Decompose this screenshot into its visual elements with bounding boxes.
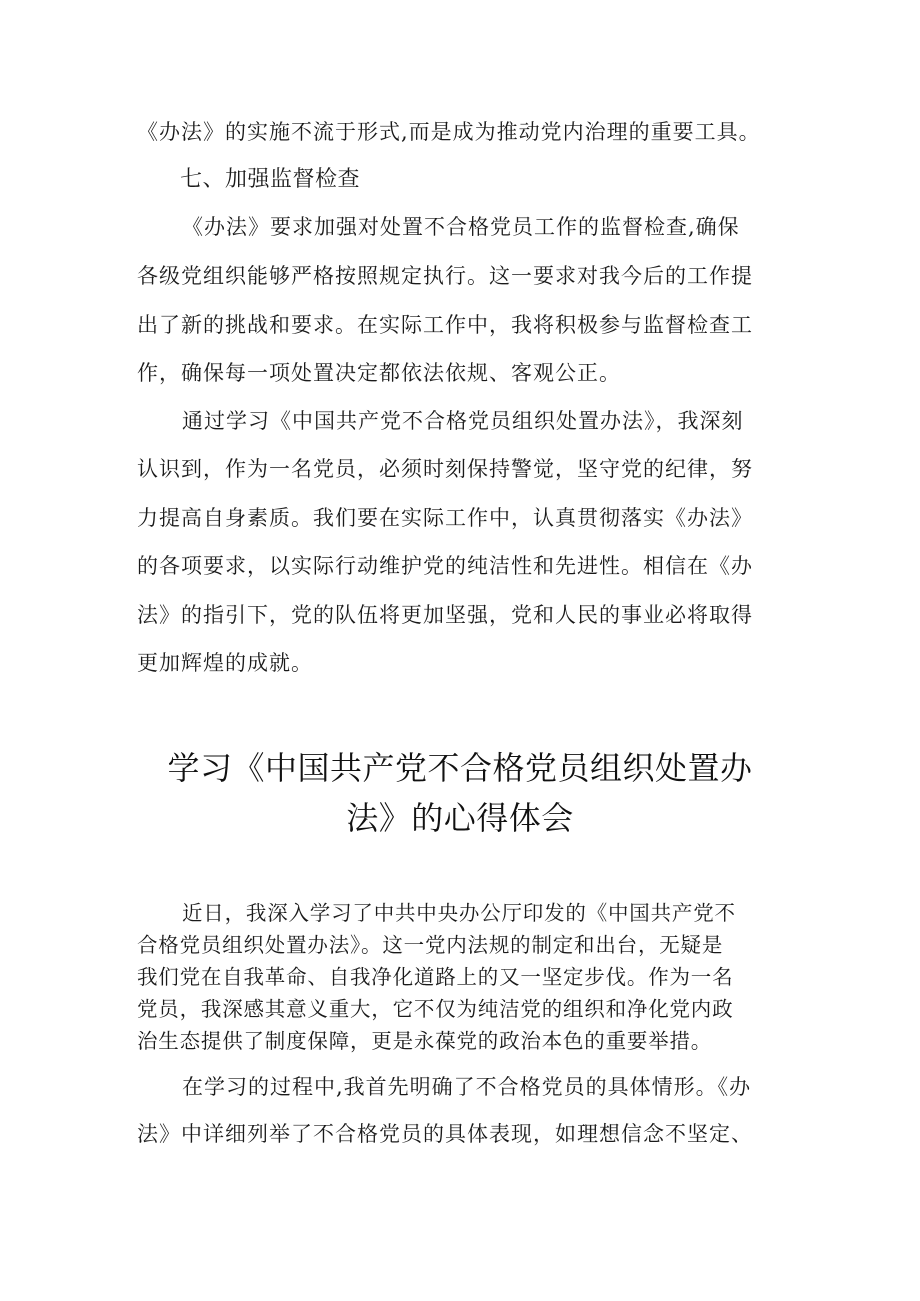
text-line: 的各项要求，以实际行动维护党的纯洁性和先进性。相信在《办 <box>137 554 753 578</box>
text-line: 法》中详细列举了不合格党员的具体表现，如理想信念不坚定、 <box>137 1122 753 1146</box>
text-line: 法》的指引下，党的队伍将更加坚强，党和人民的事业必将取得 <box>137 603 753 627</box>
title-line: 学习《中国共产党不合格党员组织处置办 <box>167 749 753 787</box>
text-line: 我们党在自我革命、自我净化道路上的又一坚定步伐。作为一名 <box>137 965 734 989</box>
text-line: 近日，我深入学习了中共中央办公厅印发的《中国共产党不 <box>182 901 736 925</box>
text-line: 合格党员组织处置办法》。这一党内法规的制定和出台，无疑是 <box>137 933 724 957</box>
title-line: 法》的心得体会 <box>346 799 574 837</box>
text-line: 各级党组织能够严格按照规定执行。这一要求对我今后的工作提 <box>137 264 753 288</box>
text-line: 作，确保每一项处置决定都依法依规、客观公正。 <box>137 361 621 385</box>
text-line: 治生态提供了制度保障，更是永葆党的政治本色的重要举措。 <box>137 1029 713 1053</box>
text-line: 认识到，作为一名党员，必须时刻保持警觉，坚守党的纪律，努 <box>137 457 753 481</box>
text-line: 《办法》要求加强对处置不合格党员工作的监督检查,确保 <box>182 215 740 239</box>
text-line: 《办法》的实施不流于形式,而是成为推动党内治理的重要工具。 <box>137 120 761 144</box>
text-line: 更加辉煌的成就。 <box>137 651 313 675</box>
text-line: 党员，我深感其意义重大，它不仅为纯洁党的组织和净化党内政 <box>137 997 734 1021</box>
text-line: 在学习的过程中,我首先明确了不合格党员的具体情形。《办 <box>182 1075 752 1099</box>
text-line: 出了新的挑战和要求。在实际工作中，我将积极参与监督检查工 <box>137 313 753 337</box>
text-line: 力提高自身素质。我们要在实际工作中，认真贯彻落实《办法》 <box>137 506 753 530</box>
section-heading: 七、加强监督检查 <box>180 167 361 192</box>
text-line: 通过学习《中国共产党不合格党员组织处置办法》，我深刻 <box>182 409 744 433</box>
